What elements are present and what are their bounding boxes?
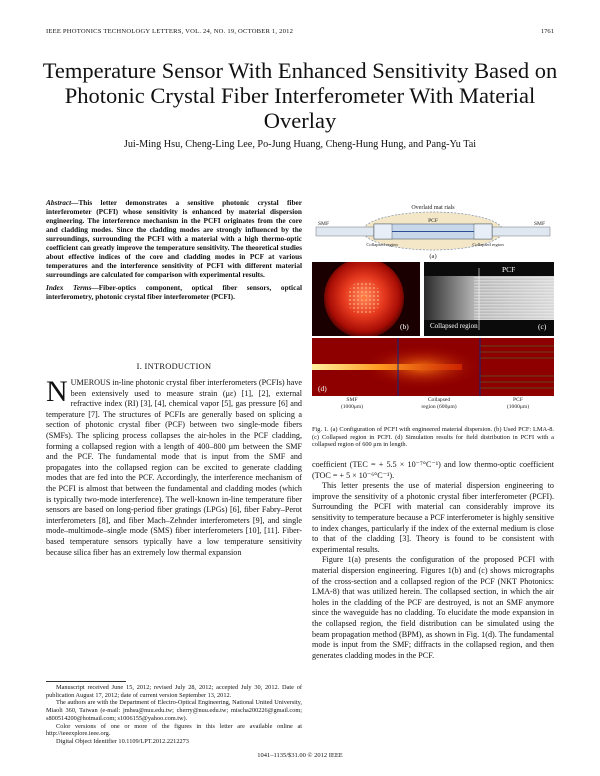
page-number: 1761 (540, 28, 554, 35)
footnote-color: Color versions of one or more of the figures in this letter are available online at http://ieeexplore.ieee.org. (46, 722, 302, 738)
smf-right-label: SMF (534, 221, 546, 227)
d-label-pcf: PCF (1000μm) (506, 397, 530, 410)
index-terms-lead: Index Terms (46, 283, 92, 293)
collapsed-region-image (424, 262, 554, 336)
footnote-affiliation: The authors are with the Department of Electro-Optical Engineering, National United University, Miaoli 360, Taiwan (e-mail: jmhsu@nuu.edu.tw; cherry@nuu.edu.tw; mischa200226@gmail.com; s800514200@hotmail.com; s1006155@yahoo.com.tw). (46, 699, 302, 722)
pcf-label: PCF (428, 218, 438, 224)
right-column-text (312, 460, 554, 661)
abstract (46, 198, 302, 279)
footnotes (46, 684, 302, 746)
figure-1d-simulation (312, 338, 554, 396)
copyright-footer: 1041–1135/$31.00 © 2012 IEEE (257, 752, 343, 759)
d-label-smf: SMF (1000μm) (340, 397, 364, 410)
pcf-cross-section-image (312, 262, 420, 336)
figure-1d-region-labels (312, 397, 554, 415)
index-terms (46, 283, 302, 301)
index-terms-text: —Fiber-optics component, optical fiber sensors, optical interferometry, photonic crystal fiber interferometer (PCFI). (46, 283, 302, 302)
footnote-received: Manuscript received June 15, 2012; revised July 28, 2012; accepted July 30, 2012. Date of publication August 17, 2012; date of current version September 13, 2012. (46, 684, 302, 699)
abstract-lead: Abstract (46, 198, 72, 207)
introduction-text (46, 375, 302, 558)
section-heading: I. INTRODUCTION (136, 362, 212, 371)
panel-c-label: (c) (538, 322, 547, 331)
panel-d-label: (d) (318, 384, 327, 393)
introduction-body: UMEROUS in-line photonic crystal fiber interferometers (PCFIs) have been extensively used to measure strain (με) [1], [2], external refractive index (RI) [3], [4], chemical vapor [5], gas pressure [6] and temperature [7]. The structures of PCFIs are generally based on splicing a section of photonic crystal fiber (PCF) between two single-mode fibers (SMFs). The splicing process collapses the air-holes in the PCF cladding, forming a collapsed region with a length of 400–800 μm between the SMF and the PCF. The fundamental mode that is input from the SMF and propagates into the collapsed region can be excited to generate cladding modes that are fed into the PCF. Accordingly, the interference mechanism of the PCFI is almost that between the fundamental and cladding modes (which is typically two-mode interference). The well-known in-line temperature fiber sensors are based on long-period fiber gratings (LPGs) [6], fiber Fabry–Perot interferometers [8], and fiber Mach–Zehnder interferometers [9], and single mode–multimode–single mode (SMS) fiber interferometers [10], [11]. Fiber-based temperature sensors typically have a low temperature sensitivity because silica fiber has an extremely low thermal expansion (46, 378, 302, 557)
d-label-collapsed: Collapsed region (600μm) (421, 397, 457, 410)
collapsed-right-label: Collapsed region (472, 242, 504, 247)
panel-a-label: (a) (429, 253, 437, 260)
author-list: Jui-Ming Hsu, Cheng-Ling Lee, Po-Jung Huang, Cheng-Hung Hung, and Pang-Yu Tai (123, 139, 477, 150)
panel-c-pcf-label: PCF (502, 265, 516, 274)
collapsed-left-label: Collapsed region (366, 242, 398, 247)
figure-1bc-micrographs (312, 262, 554, 336)
paper-title: Temperature Sensor With Enhanced Sensitivity Based on Photonic Crystal Fiber Interferometer With Material Overlay (42, 58, 558, 133)
paragraph-configuration: Figure 1(a) presents the configuration of the proposed PCFI with material dispersion engineering. Figures 1(b) and (c) shows micrographs of the cross-section and a collapsed region of the PCF (NKT Photonics: LMA-8) that was utilized herein. The collapsed section, in which the air holes in the cladding of the PCF are destroyed, is not an SMF anymore since the waveguide has no cladding. To elucidate the mode expansion in the collapsed region, the field distribution can be simulated using the beam propagation method (BPM), as shown in Fig. 1(d). The fundamental mode is input from the SMF; diffracts in the collapsed region, and then generates cladding modes in the PCF. (312, 555, 554, 660)
smf-left-label: SMF (318, 221, 330, 227)
figure-caption: Fig. 1. (a) Configuration of PCFI with engineered material dispersion. (b) Used PCF: LMA-8. (c) Collapsed region in PCFI. (d) Simulation results for field distribution in PCFI with a collapsed region of 600 μm in length. (312, 426, 554, 449)
footnote-divider (46, 681, 126, 682)
paragraph-overview: This letter presents the use of material dispersion engineering to improve the sensitivity of a photonic crystal fiber interferometer (PCFI). Surrounding the PCFI with material can considerably improve its sensitivity to temperature because a PCF interferometer is highly sensitive to index changes, particularly if the index of the external medium is close to that of the cladding [3]. Theory is found to be consistent with experimental results. (312, 481, 554, 554)
drop-cap: N (46, 375, 68, 408)
footnote-doi: Digital Object Identifier 10.1109/LPT.2012.2212273 (56, 737, 189, 745)
figure-1a-schematic (312, 198, 554, 260)
abstract-text: —This letter demonstrates a sensitive photonic crystal fiber interferometer (PCFI) whose sensitivity is enhanced by material dispersion engineering. The interference mechanism in the PCFI originates from the core and cladding modes. Since the cladding modes are strongly influenced by the surroundings, surrounding the PCFI with a material with a high thermo-optic coefficient can greatly improve the temperature sensitivity. The theoretical studies about effective indices of the core and cladding modes in PCF at various temperatures and the interference sensitivity of PCFI with different material surroundings are calculated for comparison with experimental results. (46, 198, 302, 280)
panel-c-region-label: Collapsed region (430, 322, 478, 330)
overlay-label: Overlaid mat rials (411, 205, 455, 211)
panel-b-label: (b) (400, 322, 409, 331)
abstract-column (46, 198, 302, 302)
paragraph-coefficient: coefficient (TEC = + 5.5 × 10⁻⁷°C⁻¹) and low thermo-optic coefficient (TOC = + 5 × 10⁻⁶°C⁻¹). (312, 460, 554, 480)
running-header: IEEE PHOTONICS TECHNOLOGY LETTERS, VOL. 24, NO. 19, OCTOBER 1, 2012 (46, 28, 294, 35)
